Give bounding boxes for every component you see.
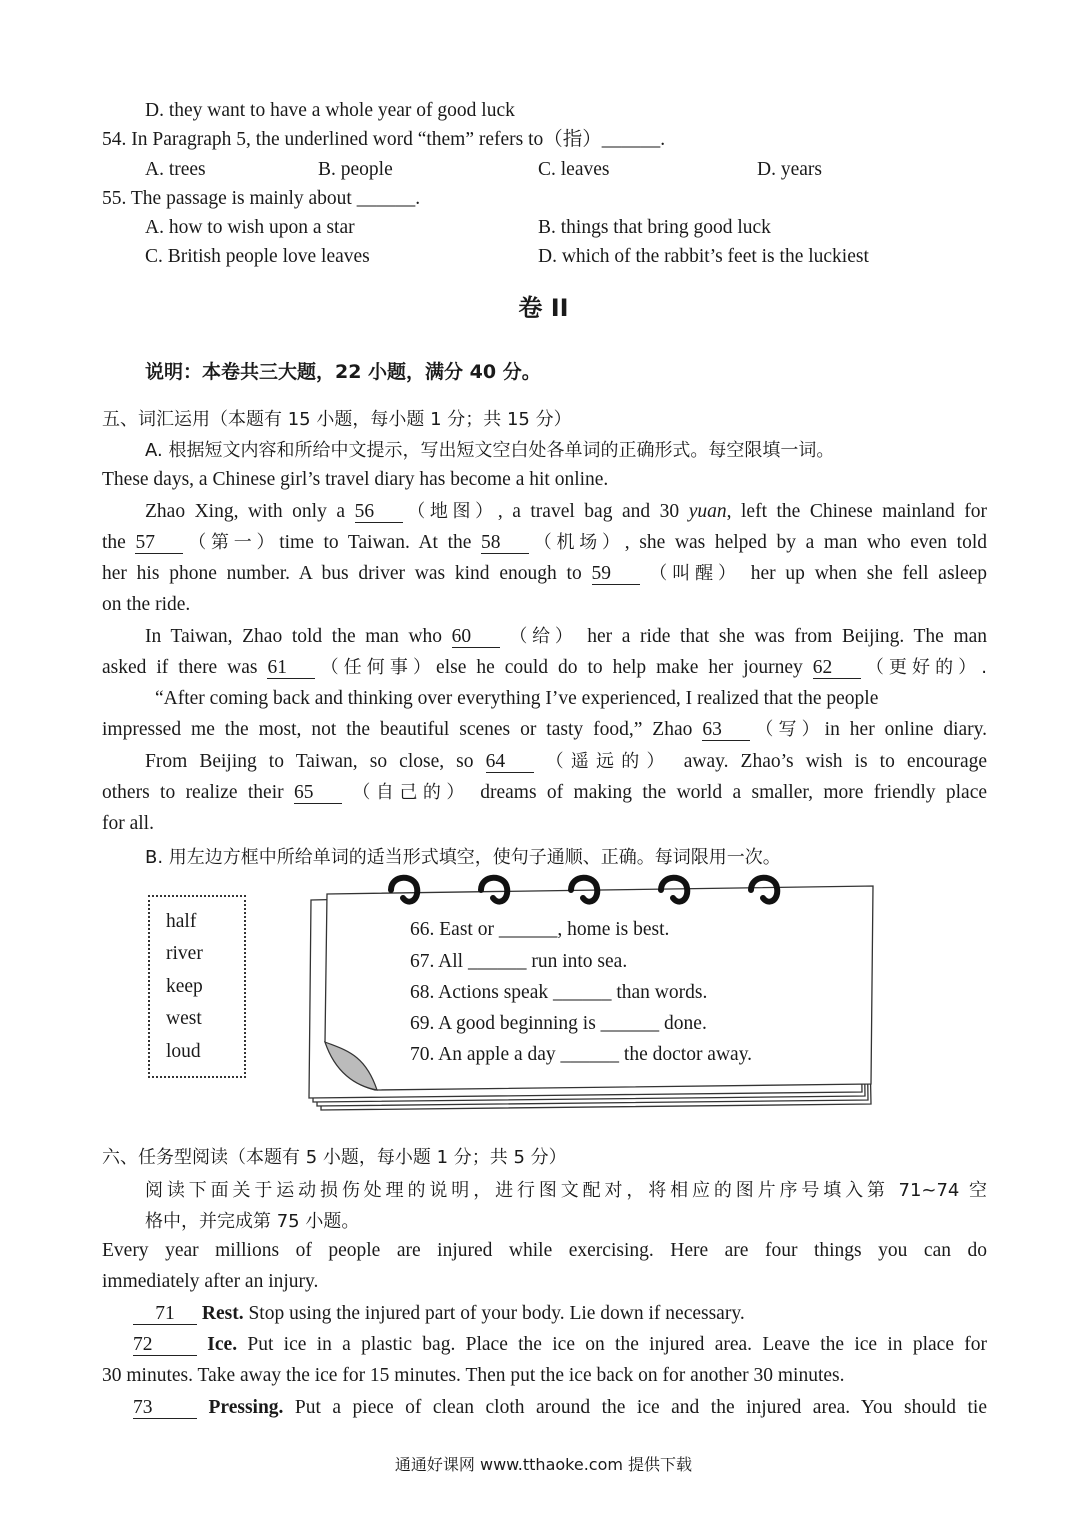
word-box-item: west bbox=[166, 1008, 202, 1029]
blank-59[interactable]: 59 bbox=[592, 564, 640, 585]
passage-p4-line3: for all. bbox=[102, 813, 154, 834]
word-box-item: keep bbox=[166, 976, 203, 997]
volume-title: 卷 II bbox=[518, 294, 569, 322]
passage-p1-line1: Zhao Xing, with only a 56 （地图）, a travel bag and 30 yuan, left the Chinese mainland for bbox=[145, 501, 988, 522]
word-box bbox=[148, 895, 246, 1078]
sentence-69: 69. A good beginning is ______ done. bbox=[410, 1013, 707, 1034]
section6-instruction-line2: 格中，并完成第 75 小题。 bbox=[145, 1211, 360, 1232]
blank-65[interactable]: 65 bbox=[294, 783, 342, 804]
page-footer: 通通好课网 www.tthaoke.com 提供下载 bbox=[394, 1455, 693, 1474]
sentence-68: 68. Actions speak ______ than words. bbox=[410, 982, 708, 1003]
q55-stem: 55. The passage is mainly about ______. bbox=[102, 188, 421, 209]
sentence-70: 70. An apple a day ______ the doctor away. bbox=[410, 1044, 753, 1065]
section5-partA-instruction: A. 根据短文内容和所给中文提示，写出短文空白处各单词的正确形式。每空限填一词。 bbox=[145, 440, 835, 461]
passage-p1-line2: the 57 （第一）time to Taiwan. At the 58 （机场）, she was helped by a man who even told bbox=[102, 532, 988, 553]
blank-57[interactable]: 57 bbox=[135, 533, 183, 554]
blank-63[interactable]: 63 bbox=[702, 720, 750, 741]
q53-option-d: D. they want to have a whole year of good luck bbox=[145, 100, 515, 121]
section6-intro-line1: Every year millions of people are injured while exercising. Here are four things you can do bbox=[102, 1240, 987, 1261]
word-box-item: loud bbox=[166, 1041, 201, 1062]
passage-intro: These days, a Chinese girl’s travel diary has become a hit online. bbox=[102, 469, 609, 490]
q55-option-b: B. things that bring good luck bbox=[538, 217, 771, 238]
q54-option-b: B. people bbox=[318, 159, 393, 180]
passage-p3-line2: impressed me the most, not the beautiful scenes or tasty food,” Zhao 63 （写）in her online diary. bbox=[102, 719, 988, 740]
q54-option-c: C. leaves bbox=[538, 159, 610, 180]
sentence-67: 67. All ______ run into sea. bbox=[410, 951, 628, 972]
blank-58[interactable]: 58 bbox=[481, 533, 529, 554]
blank-62[interactable]: 62 bbox=[813, 658, 861, 679]
q55-option-d: D. which of the rabbit’s feet is the luckiest bbox=[538, 246, 869, 267]
blank-72[interactable]: 72 bbox=[133, 1335, 197, 1356]
q54-option-d: D. years bbox=[757, 159, 822, 180]
item-73-line1: 73 Pressing. Put a piece of clean cloth around the ice and the injured area. You should tie bbox=[133, 1397, 987, 1418]
passage-p2-line1: In Taiwan, Zhao told the man who 60 （给） her a ride that she was from Beijing. The man bbox=[145, 626, 988, 647]
passage-p4-line2: others to realize their 65 （自己的） dreams of making the world a smaller, more friendly place bbox=[102, 782, 988, 803]
passage-p1-line4: on the ride. bbox=[102, 594, 191, 615]
section5-partB-instruction: B. 用左边方框中所给单词的适当形式填空，使句子通顺、正确。每词限用一次。 bbox=[145, 847, 781, 868]
blank-64[interactable]: 64 bbox=[486, 752, 534, 773]
q54-option-a: A. trees bbox=[145, 159, 206, 180]
item-71: 71 Rest. Stop using the injured part of your body. Lie down if necessary. bbox=[133, 1302, 745, 1326]
section6-heading: 六、任务型阅读（本题有 5 小题，每小题 1 分；共 5 分） bbox=[102, 1147, 567, 1168]
volume-note: 说明：本卷共三大题，22 小题，满分 40 分。 bbox=[145, 361, 541, 383]
word-box-item: river bbox=[166, 943, 203, 964]
passage-p1-line3: her his phone number. A bus driver was kind enough to 59 （叫醒） her up when she fell asleep bbox=[102, 563, 988, 584]
item-72-line1: 72 Ice. Put ice in a plastic bag. Place the ice on the injured area. Leave the ice in place for bbox=[133, 1334, 987, 1355]
passage-p3-line1: “After coming back and thinking over everything I’ve experienced, I realized that the people bbox=[155, 688, 879, 709]
blank-61[interactable]: 61 bbox=[267, 658, 315, 679]
section6-instruction-line1: 阅读下面关于运动损伤处理的说明，进行图文配对，将相应的图片序号填入第 71~74 空 bbox=[145, 1180, 987, 1201]
q54-stem: 54. In Paragraph 5, the underlined word “them” refers to（指）______. bbox=[102, 129, 666, 150]
blank-60[interactable]: 60 bbox=[452, 627, 500, 648]
blank-71[interactable]: 71 bbox=[133, 1304, 197, 1325]
sentence-66: 66. East or ______, home is best. bbox=[410, 919, 670, 940]
blank-56[interactable]: 56 bbox=[355, 502, 403, 523]
q55-option-c: C. British people love leaves bbox=[145, 246, 370, 267]
blank-73[interactable]: 73 bbox=[133, 1398, 197, 1419]
word-box-item: half bbox=[166, 911, 197, 932]
passage-p4-line1: From Beijing to Taiwan, so close, so 64 （遥远的） away. Zhao’s wish is to encourage bbox=[145, 751, 988, 772]
passage-p2-line2: asked if there was 61 （任何事）else he could do to help make her journey 62 （更好的）. bbox=[102, 657, 988, 678]
section6-intro-line2: immediately after an injury. bbox=[102, 1271, 319, 1292]
item-72-line2: 30 minutes. Take away the ice for 15 minutes. Then put the ice back on for another 30 minutes. bbox=[102, 1365, 845, 1386]
q55-option-a: A. how to wish upon a star bbox=[145, 217, 355, 238]
section5-heading: 五、词汇运用（本题有 15 小题，每小题 1 分；共 15 分） bbox=[102, 409, 572, 430]
